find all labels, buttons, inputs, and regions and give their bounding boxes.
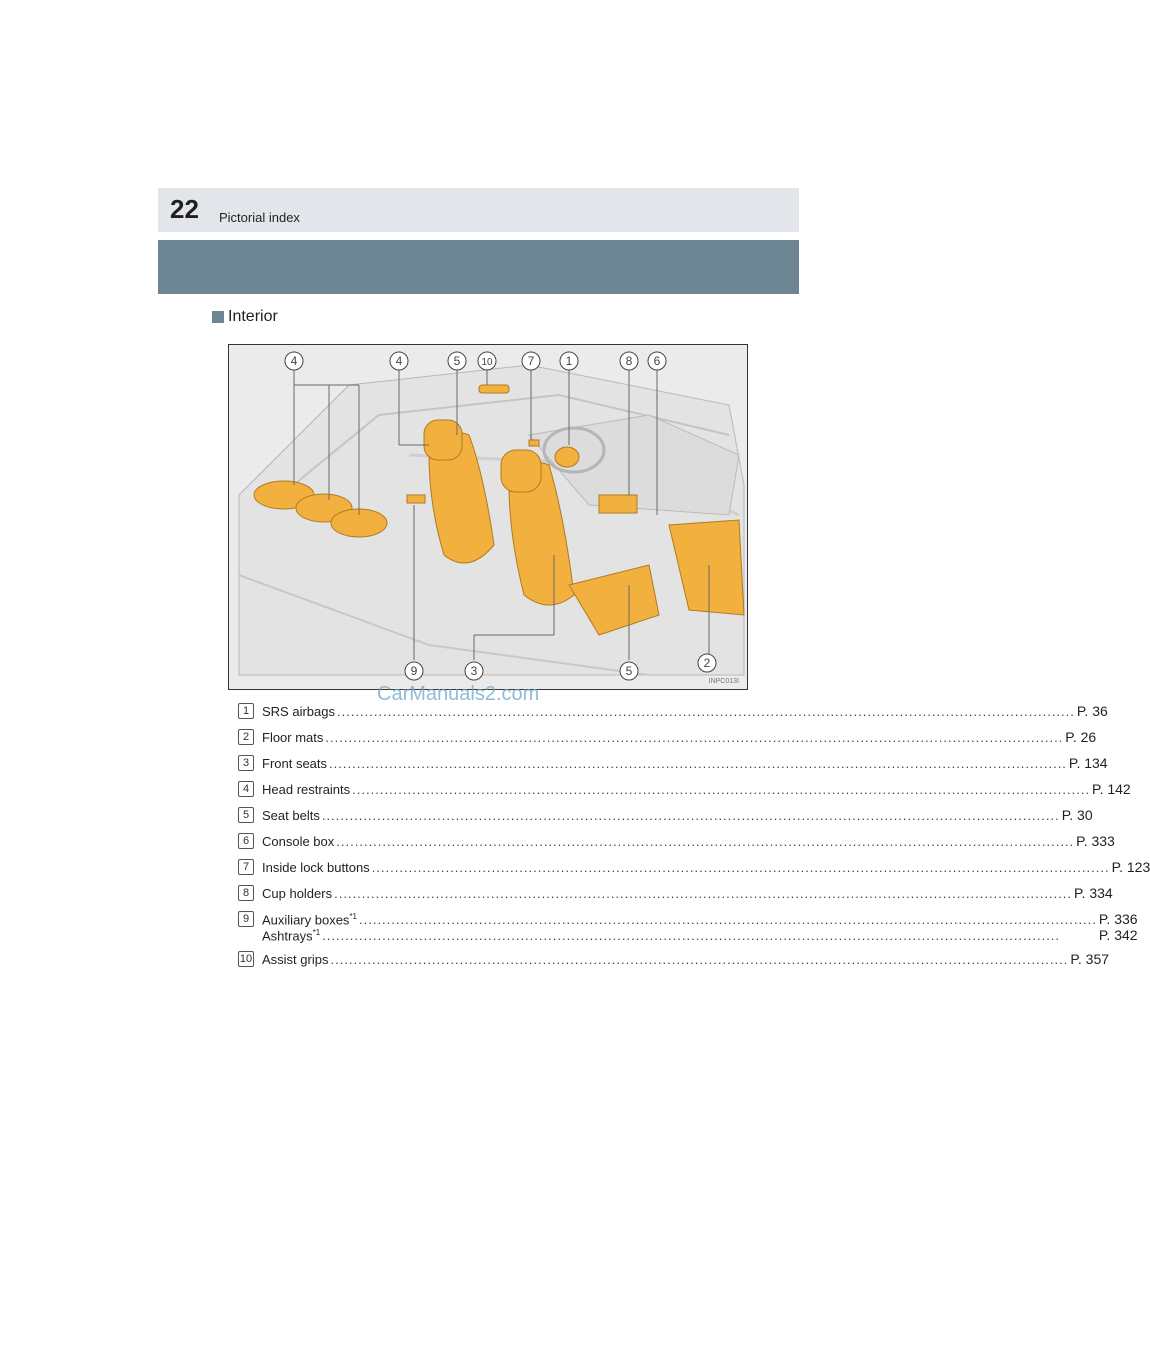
interior-illustration — [228, 344, 748, 690]
list-item — [238, 750, 1108, 776]
item-page-link[interactable]: P. 342 — [1098, 927, 1138, 943]
item-page-link[interactable]: P. 123 — [1111, 859, 1150, 875]
list-item — [238, 906, 1138, 946]
list-item — [238, 828, 1115, 854]
callout-4a: 4 — [290, 354, 298, 368]
callout-5b: 5 — [625, 664, 633, 678]
list-item — [238, 880, 1113, 906]
item-label: Front seats — [262, 756, 328, 771]
item-label: SRS airbags — [262, 704, 335, 719]
list-item — [238, 698, 1108, 724]
item-page-link[interactable]: P. 36 — [1076, 703, 1108, 719]
item-number: 6 — [238, 833, 254, 849]
item-label: Cup holders — [262, 886, 333, 901]
item-page-link[interactable]: P. 30 — [1061, 807, 1093, 823]
callout-8: 8 — [625, 354, 633, 368]
callout-6: 6 — [653, 354, 661, 368]
item-page-link[interactable]: P. 142 — [1092, 781, 1131, 797]
item-label: Seat belts — [262, 808, 320, 823]
list-item — [238, 946, 1110, 972]
item-page-link[interactable]: P. 134 — [1068, 755, 1108, 771]
callout-5a: 5 — [453, 354, 461, 368]
item-label: Ashtrays — [262, 928, 313, 943]
item-page-link[interactable]: P. 336 — [1098, 911, 1138, 927]
callout-4b: 4 — [395, 354, 403, 368]
item-page-link[interactable]: P. 333 — [1076, 833, 1115, 849]
item-label: Floor mats — [262, 730, 324, 745]
item-number: 5 — [238, 807, 254, 823]
item-number: 9 — [238, 911, 254, 927]
item-label: Head restraints — [262, 782, 351, 797]
watermark: CarManuals2.com — [377, 683, 540, 705]
item-page-link[interactable]: P. 26 — [1065, 729, 1097, 745]
callout-9: 9 — [410, 664, 418, 678]
item-number: 2 — [238, 729, 254, 745]
footnote-mark: *1 — [349, 911, 357, 921]
subheading-text: Interior — [228, 308, 278, 325]
list-item — [238, 776, 1131, 802]
list-item — [238, 724, 1097, 750]
item-number: 8 — [238, 885, 254, 901]
figure-code: INPC013I — [708, 678, 739, 685]
interior-drawing — [229, 345, 747, 689]
item-label: Inside lock buttons — [262, 860, 370, 875]
callout-2: 2 — [703, 656, 711, 670]
callout-10: 10 — [481, 357, 493, 368]
item-number: 3 — [238, 755, 254, 771]
item-number: 7 — [238, 859, 254, 875]
item-number: 4 — [238, 781, 254, 797]
callout-1: 1 — [565, 354, 573, 368]
list-item — [238, 802, 1093, 828]
item-label: Console box — [262, 834, 335, 849]
item-page-link[interactable]: P. 334 — [1074, 885, 1113, 901]
item-label: Auxiliary boxes — [262, 912, 350, 927]
callout-3: 3 — [470, 664, 478, 678]
list-item — [238, 854, 1150, 880]
section-title: Pictorial index — [219, 210, 300, 225]
item-number: 10 — [239, 953, 253, 965]
item-number: 1 — [238, 703, 254, 719]
header-band — [158, 240, 799, 294]
square-bullet-icon — [212, 311, 224, 323]
page-number: 22 — [170, 194, 199, 224]
callout-7: 7 — [527, 354, 535, 368]
index-list — [238, 698, 1150, 972]
footnote-mark: *1 — [312, 927, 321, 937]
item-label: Assist grips — [262, 952, 329, 967]
subheading — [212, 308, 278, 326]
item-page-link[interactable]: P. 357 — [1070, 951, 1110, 967]
